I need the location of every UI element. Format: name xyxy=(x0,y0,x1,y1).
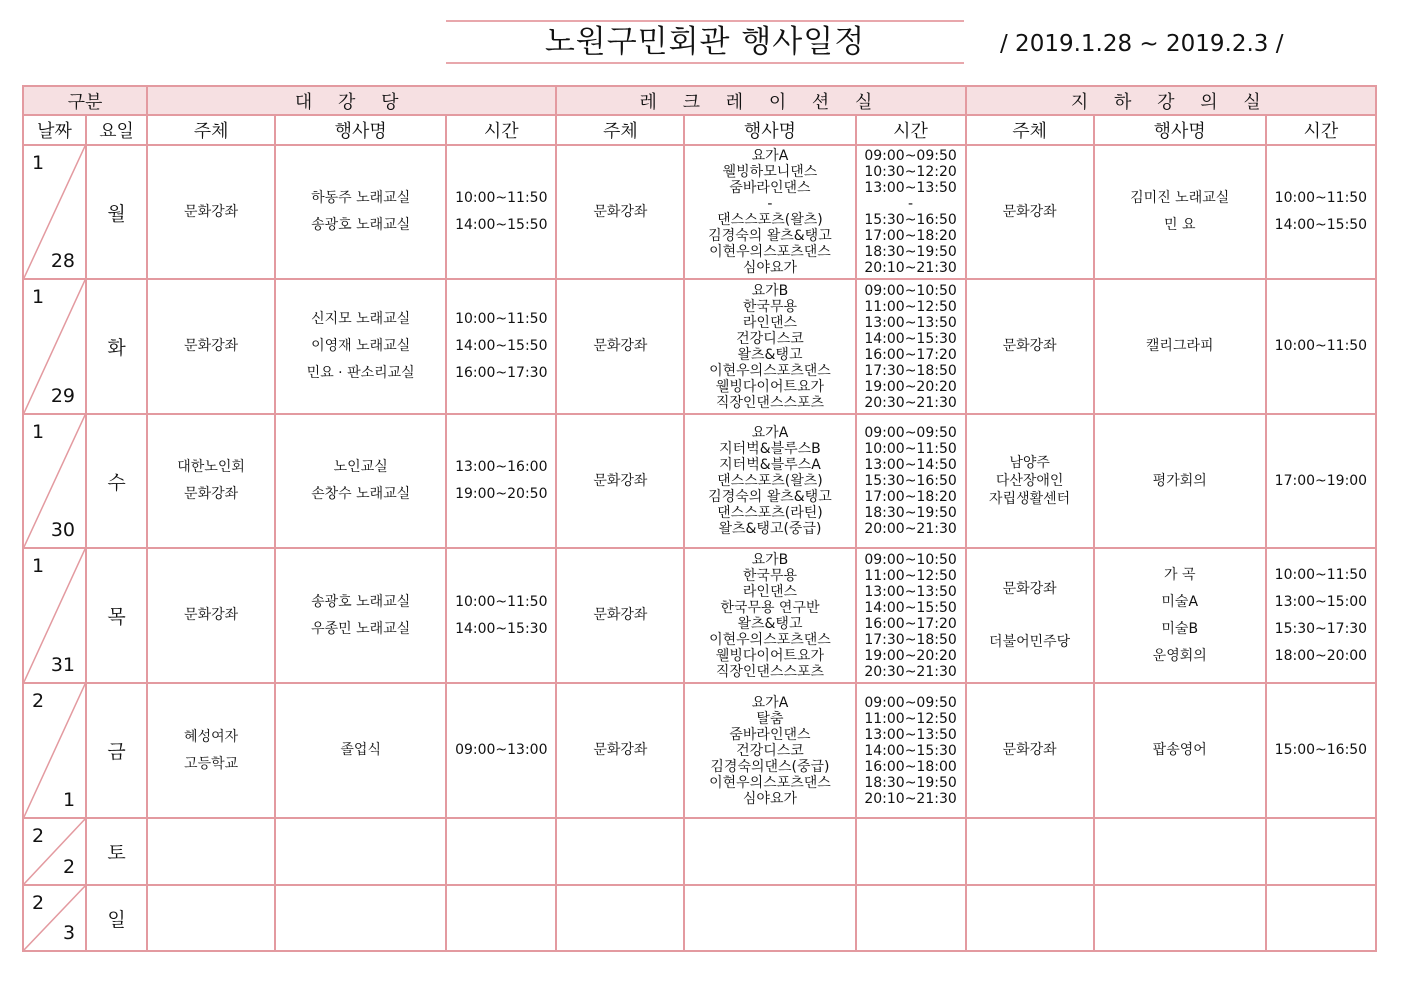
table-row xyxy=(23,683,1376,818)
rec-event xyxy=(684,818,855,885)
hall-host-line: 문화강좌 xyxy=(184,607,239,623)
hall-time-line: 10:00~11:50 xyxy=(455,190,548,206)
hall-host-line: 문화강좌 xyxy=(184,338,239,354)
base-time xyxy=(1266,279,1376,414)
hall-event-line: 송광호 노래교실 xyxy=(311,217,411,233)
hall-event-line: 이영재 노래교실 xyxy=(311,338,411,354)
base-event-line: 김미진 노래교실 xyxy=(1130,190,1230,206)
header-event: 행사명 xyxy=(684,115,855,145)
hall-event-line: 졸업식 xyxy=(340,742,381,758)
hall-time-line: 19:00~20:50 xyxy=(455,486,548,502)
rec-time xyxy=(856,414,966,548)
base-host-line: 더불어민주당 xyxy=(989,633,1071,650)
date-cell xyxy=(23,548,86,683)
hall-host-line: 문화강좌 xyxy=(184,486,239,502)
rec-time-line: 15:30~16:50 xyxy=(864,212,957,228)
base-host xyxy=(966,145,1094,279)
rec-time-line: 16:00~18:00 xyxy=(864,758,957,775)
weekday-cell: 일 xyxy=(86,885,147,951)
hall-event xyxy=(275,818,446,885)
rec-event-line: 요가A xyxy=(751,148,789,164)
base-event-line: 팝송영어 xyxy=(1152,742,1207,758)
rec-time-line: 20:10~21:30 xyxy=(864,260,957,276)
hall-host xyxy=(147,414,275,548)
date-day: 3 xyxy=(62,922,76,944)
rec-event-line: 줌바라인댄스 xyxy=(729,180,811,196)
date-month: 1 xyxy=(32,152,45,174)
table-row xyxy=(23,279,1376,414)
rec-time-line: 17:00~18:20 xyxy=(864,228,957,244)
date-day: 28 xyxy=(50,250,76,272)
rec-event xyxy=(684,885,855,951)
rec-host-line: 문화강좌 xyxy=(593,607,648,623)
hall-time-line: 14:00~15:30 xyxy=(455,620,548,637)
rec-time xyxy=(856,145,966,279)
rec-time-line: 09:00~09:50 xyxy=(864,694,957,711)
weekday-cell: 금 xyxy=(86,683,147,818)
rec-event-line: 댄스스포츠(라틴) xyxy=(717,505,823,521)
base-host xyxy=(966,279,1094,414)
hall-time-line: 10:00~11:50 xyxy=(455,593,548,610)
base-event xyxy=(1094,414,1266,548)
rec-time-line: 20:10~21:30 xyxy=(864,790,957,807)
rec-event-line: 한국무용 연구반 xyxy=(720,599,820,616)
base-time xyxy=(1266,683,1376,818)
rec-event-line: 이현우의스포츠댄스 xyxy=(709,244,831,260)
rec-event-line: 요가B xyxy=(751,551,789,568)
rec-time-line: 13:00~13:50 xyxy=(864,180,957,196)
base-event-line: 운영회의 xyxy=(1152,647,1207,664)
header-host: 주체 xyxy=(966,115,1094,145)
rec-event-line: 직장인댄스스포츠 xyxy=(715,663,825,680)
schedule-table xyxy=(22,85,1377,952)
rec-time-line: 11:00~12:50 xyxy=(864,298,957,315)
base-time-line: 10:00~11:50 xyxy=(1274,566,1368,583)
date-cell xyxy=(23,279,86,414)
base-event xyxy=(1094,548,1266,683)
rec-time-line: 13:00~13:50 xyxy=(864,314,957,331)
base-host-line: 문화강좌 xyxy=(1002,203,1057,220)
header-room-basement: 지 하 강 의 실 xyxy=(966,86,1376,115)
hall-event-line: 송광호 노래교실 xyxy=(311,593,411,610)
rec-event-line: 왈츠&탱고 xyxy=(737,346,803,363)
hall-host-line: 혜성여자 xyxy=(184,728,239,745)
hall-time xyxy=(446,683,556,818)
rec-time-line: 15:30~16:50 xyxy=(864,473,957,489)
hall-event-line: 하동주 노래교실 xyxy=(311,190,411,206)
rec-event-line: 요가A xyxy=(751,694,789,711)
base-host xyxy=(966,683,1094,818)
rec-time-line: - xyxy=(908,196,914,212)
base-event xyxy=(1094,279,1266,414)
rec-event-line: 댄스스포츠(왈츠) xyxy=(717,212,823,228)
rec-event-line: 라인댄스 xyxy=(742,314,798,331)
rec-host-line: 문화강좌 xyxy=(593,742,648,758)
header-time: 시간 xyxy=(446,115,556,145)
date-month: 1 xyxy=(32,421,45,443)
hall-host xyxy=(147,885,275,951)
header-room-hall: 대 강 당 xyxy=(147,86,556,115)
base-event xyxy=(1094,885,1266,951)
rec-time-line: 19:00~20:20 xyxy=(864,378,957,395)
base-time xyxy=(1266,885,1376,951)
header-host: 주체 xyxy=(556,115,684,145)
rec-event-line: 이현우의스포츠댄스 xyxy=(709,631,831,648)
base-host-line: 다산장애인 xyxy=(995,473,1064,489)
base-event-line: 미술A xyxy=(1161,593,1199,610)
weekday-cell: 월 xyxy=(86,145,147,279)
rec-time-line: 17:00~18:20 xyxy=(864,489,957,505)
schedule-period: / 2019.1.28 ~ 2019.2.3 / xyxy=(1000,31,1284,57)
base-time-line: 18:00~20:00 xyxy=(1274,647,1368,664)
base-time xyxy=(1266,145,1376,279)
hall-time-line: 14:00~15:50 xyxy=(455,217,548,233)
rec-event-line: 건강디스코 xyxy=(736,330,804,347)
hall-event xyxy=(275,145,446,279)
date-cell xyxy=(23,818,86,885)
base-event-line: 평가회의 xyxy=(1152,472,1207,489)
rec-time-line: 20:30~21:30 xyxy=(864,394,957,411)
rec-time xyxy=(856,885,966,951)
base-time-line: 14:00~15:50 xyxy=(1274,217,1368,233)
rec-time-line: 14:00~15:30 xyxy=(864,330,957,347)
hall-time xyxy=(446,279,556,414)
base-event xyxy=(1094,818,1266,885)
hall-host xyxy=(147,683,275,818)
header-event: 행사명 xyxy=(275,115,446,145)
base-time-line: 15:30~17:30 xyxy=(1274,620,1368,637)
weekday-cell: 토 xyxy=(86,818,147,885)
rec-event-line: 심야요가 xyxy=(742,790,798,807)
rec-time-line: 09:00~09:50 xyxy=(864,425,957,441)
base-event-line: 캘리그라피 xyxy=(1145,338,1214,354)
hall-time xyxy=(446,145,556,279)
date-day: 2 xyxy=(62,856,76,878)
rec-host xyxy=(556,818,684,885)
rec-time-line: 10:30~12:20 xyxy=(864,164,957,180)
rec-host-line: 문화강좌 xyxy=(593,203,648,220)
rec-event-line: 요가A xyxy=(751,425,789,441)
rec-event-line: 이현우의스포츠댄스 xyxy=(709,774,831,791)
rec-event-line: 탈춤 xyxy=(756,710,784,727)
date-day: 1 xyxy=(62,789,76,811)
date-month: 2 xyxy=(32,825,45,847)
title-banner xyxy=(446,20,964,64)
date-cell xyxy=(23,885,86,951)
rec-time-line: 14:00~15:50 xyxy=(864,599,957,616)
rec-time-line: 17:30~18:50 xyxy=(864,631,957,648)
base-time-line: 10:00~11:50 xyxy=(1274,338,1368,354)
hall-time xyxy=(446,885,556,951)
rec-event xyxy=(684,414,855,548)
hall-time xyxy=(446,548,556,683)
rec-time-line: 20:30~21:30 xyxy=(864,663,957,680)
rec-time-line: 17:30~18:50 xyxy=(864,362,957,379)
hall-event-line: 우종민 노래교실 xyxy=(311,620,411,637)
hall-time-line: 16:00~17:30 xyxy=(455,365,548,381)
base-host-line: 남양주 xyxy=(1009,455,1050,471)
title-rule-bottom xyxy=(446,62,964,64)
hall-event xyxy=(275,683,446,818)
rec-event-line: 한국무용 xyxy=(742,567,798,584)
header-row-columns xyxy=(23,115,1376,145)
hall-host xyxy=(147,548,275,683)
rec-host xyxy=(556,683,684,818)
hall-host-line: 대한노인회 xyxy=(177,459,245,475)
hall-event-line: 노인교실 xyxy=(333,459,388,475)
hall-event-line: 신지모 노래교실 xyxy=(311,311,411,327)
rec-time-line: 13:00~13:50 xyxy=(864,726,957,743)
rec-event xyxy=(684,279,855,414)
date-month: 1 xyxy=(32,555,45,577)
base-event xyxy=(1094,683,1266,818)
header-time: 시간 xyxy=(856,115,966,145)
base-host xyxy=(966,885,1094,951)
rec-event-line: 웰빙다이어트요가 xyxy=(715,378,825,395)
hall-time xyxy=(446,414,556,548)
header-category: 구분 xyxy=(23,86,147,115)
hall-event-line: 손창수 노래교실 xyxy=(311,486,411,502)
base-time-line: 15:00~16:50 xyxy=(1274,742,1368,758)
rec-host xyxy=(556,145,684,279)
date-cell xyxy=(23,414,86,548)
rec-event-line: 김경숙의 왈츠&탱고 xyxy=(708,489,832,505)
rec-host xyxy=(556,279,684,414)
date-cell xyxy=(23,683,86,818)
table-row xyxy=(23,548,1376,683)
rec-event-line: 이현우의스포츠댄스 xyxy=(709,362,831,379)
rec-time-line: 09:00~09:50 xyxy=(864,148,957,164)
rec-event-line: 건강디스코 xyxy=(736,742,804,759)
weekday-cell: 목 xyxy=(86,548,147,683)
rec-time-line: 18:30~19:50 xyxy=(864,774,957,791)
date-day: 30 xyxy=(50,519,76,541)
rec-time-line: 16:00~17:20 xyxy=(864,346,957,363)
rec-event-line: 지터벅&블루스B xyxy=(719,441,821,457)
rec-event-line: 요가B xyxy=(751,282,789,299)
rec-time xyxy=(856,683,966,818)
date-day: 31 xyxy=(50,654,76,676)
rec-time xyxy=(856,548,966,683)
hall-host-line: 문화강좌 xyxy=(184,203,239,220)
hall-event xyxy=(275,414,446,548)
hall-event xyxy=(275,885,446,951)
hall-host xyxy=(147,279,275,414)
base-host-line: 문화강좌 xyxy=(1002,338,1057,354)
rec-time-line: 16:00~17:20 xyxy=(864,615,957,632)
table-row xyxy=(23,885,1376,951)
weekday-cell: 수 xyxy=(86,414,147,548)
rec-time-line: 11:00~12:50 xyxy=(864,710,957,727)
rec-host xyxy=(556,548,684,683)
rec-event-line: 직장인댄스스포츠 xyxy=(715,394,825,411)
rec-time-line: 20:00~21:30 xyxy=(864,521,957,537)
hall-host-line: 고등학교 xyxy=(184,755,239,772)
hall-time-line: 14:00~15:50 xyxy=(455,338,548,354)
base-event-line: 민 요 xyxy=(1163,217,1196,233)
rec-host-line: 문화강좌 xyxy=(593,338,648,354)
base-host xyxy=(966,818,1094,885)
hall-time xyxy=(446,818,556,885)
rec-event-line: - xyxy=(767,196,773,212)
rec-event-line: 라인댄스 xyxy=(742,583,798,600)
rec-time-line: 14:00~15:30 xyxy=(864,742,957,759)
date-month: 1 xyxy=(32,286,45,308)
rec-event xyxy=(684,683,855,818)
base-event-line: 미술B xyxy=(1161,620,1199,637)
rec-event-line: 김경숙의 왈츠&탱고 xyxy=(708,228,832,244)
rec-event-line: 왈츠&탱고 xyxy=(737,615,803,632)
rec-time-line: 09:00~10:50 xyxy=(864,282,957,299)
page-title: 노원구민회관 행사일정 xyxy=(544,24,866,60)
hall-host xyxy=(147,818,275,885)
header-time: 시간 xyxy=(1266,115,1376,145)
header-date: 날짜 xyxy=(23,115,86,145)
rec-event-line: 김경숙의댄스(중급) xyxy=(710,758,830,775)
rec-event-line: 한국무용 xyxy=(742,298,798,315)
rec-event-line: 줌바라인댄스 xyxy=(729,726,811,743)
date-month: 2 xyxy=(32,690,45,712)
rec-event-line: 지터벅&블루스A xyxy=(719,457,821,473)
hall-event xyxy=(275,279,446,414)
base-host-line: 문화강좌 xyxy=(1002,580,1057,597)
rec-time-line: 11:00~12:50 xyxy=(864,567,957,584)
schedule-body xyxy=(23,145,1376,951)
base-time-line: 10:00~11:50 xyxy=(1274,190,1368,206)
rec-event-line: 심야요가 xyxy=(742,260,798,276)
rec-time-line: 18:30~19:50 xyxy=(864,505,957,521)
rec-event xyxy=(684,145,855,279)
rec-event-line: 왈츠&탱고(중급) xyxy=(718,521,822,537)
header-room-recreation: 레 크 레 이 션 실 xyxy=(556,86,965,115)
rec-host-line: 문화강좌 xyxy=(593,472,648,489)
hall-event-line: 민요 · 판소리교실 xyxy=(306,365,415,381)
rec-time-line: 13:00~14:50 xyxy=(864,457,957,473)
rec-time xyxy=(856,279,966,414)
hall-host xyxy=(147,145,275,279)
rec-time-line: 09:00~10:50 xyxy=(864,551,957,568)
table-row xyxy=(23,145,1376,279)
base-host xyxy=(966,414,1094,548)
date-cell xyxy=(23,145,86,279)
table-row xyxy=(23,414,1376,548)
rec-time-line: 10:00~11:50 xyxy=(864,441,957,457)
base-event-line: 가 곡 xyxy=(1163,566,1196,583)
hall-time-line: 13:00~16:00 xyxy=(455,459,548,475)
hall-time-line: 09:00~13:00 xyxy=(455,742,548,758)
rec-event-line: 웰빙하모니댄스 xyxy=(722,164,818,180)
hall-time-line: 10:00~11:50 xyxy=(455,311,548,327)
base-time-line: 13:00~15:00 xyxy=(1274,593,1368,610)
date-month: 2 xyxy=(32,892,45,914)
base-host xyxy=(966,548,1094,683)
rec-time-line: 13:00~13:50 xyxy=(864,583,957,600)
base-host-line: 문화강좌 xyxy=(1002,742,1057,758)
rec-event-line: 댄스스포츠(왈츠) xyxy=(717,473,823,489)
rec-event-line: 웰빙다이어트요가 xyxy=(715,647,825,664)
table-row xyxy=(23,818,1376,885)
rec-time-line: 19:00~20:20 xyxy=(864,647,957,664)
base-host-line: 자립생활센터 xyxy=(989,491,1071,507)
rec-time xyxy=(856,818,966,885)
header-weekday: 요일 xyxy=(86,115,147,145)
weekday-cell: 화 xyxy=(86,279,147,414)
base-time xyxy=(1266,818,1376,885)
hall-event xyxy=(275,548,446,683)
base-time xyxy=(1266,414,1376,548)
header-event: 행사명 xyxy=(1094,115,1266,145)
header-row-rooms xyxy=(23,86,1376,115)
rec-time-line: 18:30~19:50 xyxy=(864,244,957,260)
base-time xyxy=(1266,548,1376,683)
header-host: 주체 xyxy=(147,115,275,145)
base-time-line: 17:00~19:00 xyxy=(1274,472,1368,489)
base-event xyxy=(1094,145,1266,279)
rec-event xyxy=(684,548,855,683)
date-day: 29 xyxy=(50,385,76,407)
rec-host xyxy=(556,885,684,951)
rec-host xyxy=(556,414,684,548)
